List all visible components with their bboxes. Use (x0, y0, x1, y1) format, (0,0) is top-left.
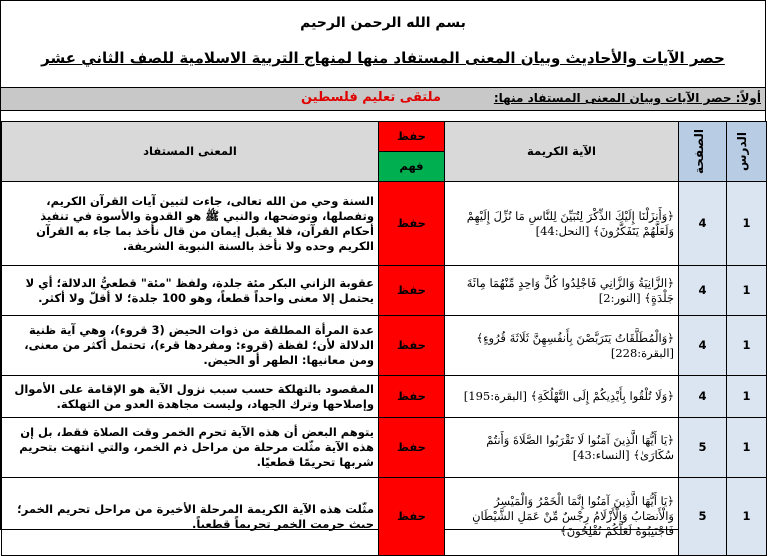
header-lesson: الدرس (727, 122, 767, 182)
table-row (2, 266, 767, 316)
table-row (2, 316, 767, 376)
header-meaning: المعنى المستفاد (2, 122, 379, 182)
rank-cell: حفظ (379, 478, 445, 556)
section-label: أولاً: حصر الآيات وبيان المعنى المستفاد منها: (493, 91, 761, 105)
section-bar (1, 87, 765, 111)
lesson-cell: 1 (727, 182, 767, 266)
verse-cell: ﴿الزَّانِيَةُ وَالزَّانِي فَاجْلِدُوا كُلَّ وَاحِدٍ مِّنْهُمَا مِائَةَ جَلْدَةٍ﴾ [النور:2] (445, 266, 679, 316)
bismillah: بسم الله الرحمن الرحيم (300, 15, 466, 31)
lesson-cell: 1 (727, 376, 767, 418)
rank-cell: حفظ (379, 316, 445, 376)
meaning-cell: المقصود بالتهلكة حسب سبب نزول الآية هو الإقامة على الأموال وإصلاحها وترك الجهاد، وليست مجاهدة العدو من التهلكة. (2, 376, 379, 418)
page-cell: 4 (679, 182, 727, 266)
table-row (2, 376, 767, 418)
verse-cell: ﴿يَا أَيُّهَا الَّذِينَ آمَنُوا لَا تَقْرَبُوا الصَّلَاةَ وَأَنتُمْ سُكَارَىٰ﴾ [النساء:43] (445, 418, 679, 478)
table-row (2, 418, 767, 478)
page-cell: 4 (679, 266, 727, 316)
rank-cell: حفظ (379, 376, 445, 418)
rank-cell: حفظ (379, 266, 445, 316)
forum-name: ملتقى تعليم فلسطين (301, 90, 441, 105)
header-understand: فهم (379, 152, 445, 182)
header-memorize: حفظ (379, 122, 445, 152)
table-row (2, 478, 767, 556)
page-cell: 4 (679, 376, 727, 418)
verse-cell: ﴿وَالْمُطَلَّقَاتُ يَتَرَبَّصْنَ بِأَنفُسِهِنَّ ثَلَاثَةَ قُرُوءٍ﴾ [البقرة:228] (445, 316, 679, 376)
page-cell: 5 (679, 478, 727, 556)
meaning-cell: عقوبة الزاني البكر مئة جلدة، ولفظ "مئة" قطعيُّ الدلالة؛ أي لا يحتمل إلا معنى واحداً قطعاً، وهو 100 جلدة؛ لا أقلّ ولا أكثر. (2, 266, 379, 316)
verse-cell: ﴿وَلَا تُلْقُوا بِأَيْدِيكُمْ إِلَى التَّهْلُكَةِ﴾ [البقرة:195] (445, 376, 679, 418)
document-title: حصر الآيات والأحاديث وبيان المعنى المستفاد منها لمنهاج التربية الاسلامية للصف الثاني عشر (41, 49, 725, 67)
header-verse: الآية الكريمة (445, 122, 679, 182)
lesson-cell: 1 (727, 266, 767, 316)
meaning-cell: السنة وحي من الله تعالى، جاءت لتبين آيات القرآن الكريم، وتفصلها، وتوضحها، والنبي ﷺ هو القدوة والأسوة في تنفيذ أحكام القرآن، فلا يقبل إيمان من قال نأخذ بما جاء به القرآن الكريم وحده ولا نأخذ بالسنة النبوية الشريفة. (2, 182, 379, 266)
meaning-cell: يتوهم البعض أن هذه الآية تحرم الخمر وقت الصلاة فقط، بل إن هذه الآية مثّلت مرحلة من مراحل ذم الخمر، والتي انتهت بتحريم شربها تحريمًا قطعيًا. (2, 418, 379, 478)
lesson-cell: 1 (727, 316, 767, 376)
header-page: الصفحة (679, 122, 727, 182)
verse-cell: ﴿وَأَنزَلْنَا إِلَيْكَ الذِّكْرَ لِتُبَيِّنَ لِلنَّاسِ مَا نُزِّلَ إِلَيْهِمْ وَلَعَلَّهُمْ يَتَفَكَّرُونَ﴾ [النحل:44] (445, 182, 679, 266)
verses-table (1, 121, 767, 556)
page-cell: 5 (679, 418, 727, 478)
lesson-cell: 1 (727, 478, 767, 556)
table-row (2, 182, 767, 266)
verse-cell: ﴿يَا أَيُّهَا الَّذِينَ آمَنُوا إِنَّمَا الْخَمْرُ وَالْمَيْسِرُ وَالْأَنصَابُ وَالْأَزْلَامُ رِجْسٌ مِّنْ عَمَلِ الشَّيْطَانِ فَاجْتَنِبُوهُ لَعَلَّكُمْ تُفْلِحُونَ﴾ (445, 478, 679, 556)
lesson-cell: 1 (727, 418, 767, 478)
rank-cell: حفظ (379, 418, 445, 478)
meaning-cell: عدة المرأة المطلقة من ذوات الحيض (3 قروء)، وهي آية ظنية الدلالة لأن؛ لفظة (قروء: ومفردها قرء)، تحتمل أكثر من معنى، ومن معانيها: الطهر أو الحيض. (2, 316, 379, 376)
page-cell: 4 (679, 316, 727, 376)
rank-cell: حفظ (379, 182, 445, 266)
meaning-cell: مثّلت هذه الآية الكريمة المرحلة الأخيرة من مراحل تحريم الخمر؛ حيث حرمت الخمر تحريماً قطعياً. (2, 478, 379, 556)
